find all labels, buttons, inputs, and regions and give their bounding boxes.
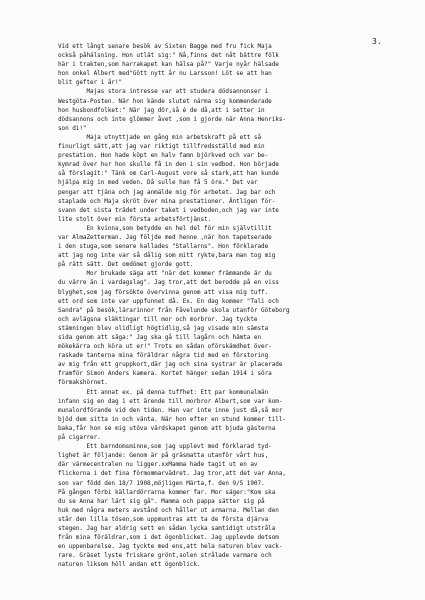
- text-line: naturen liksom höll andan ett ögonblick.: [58, 561, 201, 569]
- text-line: att jag nog inte var så dålig som mitt rykte,bara man tog mig: [58, 252, 276, 260]
- text-line: hjälpa mig in med veden. Då sulle han få 5 öre." Det var: [58, 179, 258, 187]
- text-line: svann det sista trädet under taket i vedboden,och jag var inte: [58, 206, 279, 214]
- text-line: ett ord som inte var uppfunnet då. Ex. En dag kommer "Tali och: [58, 297, 279, 305]
- page-number: 3.: [372, 37, 382, 46]
- text-line: finurligt sätt,att jag var riktigt tillfredsställd med min: [58, 143, 265, 151]
- text-line: på cigarrer.: [58, 434, 101, 442]
- text-line: sida genom att säga:" Jag ska gå till lagårn och hämta en: [58, 334, 262, 341]
- text-line: förmakshörnet.: [58, 379, 108, 387]
- text-line: från mina föräldrar,som i det ögonblicket. Jag upplevde detsom: [58, 534, 279, 542]
- text-line: En kvinna,som betydde en hel del för min självtillit: [58, 224, 272, 232]
- text-line: var AlmaZetterman. Jag följde med henne ,när hon tapetserade: [58, 233, 272, 241]
- text-line: Mor brukade säga att "när det kommer främmande är du: [58, 270, 272, 278]
- text-line: Westgöta-Posten. När hon kände slutet närma sig kommenderade: [58, 97, 272, 105]
- text-line: flickorna i det fina förmommarvädret. Jag tror,att det var Anna,: [58, 470, 286, 478]
- text-line: så förslagit:" Tänk om Carl-August vore så stark,att han kunde: [58, 170, 279, 178]
- text-line: står den lilla tösen,som uppmuntras att ta de första djärva: [58, 515, 269, 523]
- text-line: på rätt sätt. Det omdömet gjorde gott.: [58, 261, 194, 269]
- text-line: och avlägsna släktingar till mor och morbror. Jag tyckte: [58, 315, 258, 323]
- text-line: Majas stora intresse var att studera dödsannonser i: [58, 88, 269, 96]
- text-line: också påhälsning. Hon utlät sig:" Nå,finns det nåt bättre fölk: [58, 52, 279, 60]
- text-line: rare. Gräset lyste friskare grönt,solen strålade varmare och: [58, 552, 272, 560]
- text-line: infann sig en dag i ett ärende till morbror Albert,som var kom-: [58, 397, 283, 405]
- text-line: stegen. Jag har aldrig sett en sådan lycka samtidigt utstråla: [58, 524, 276, 532]
- text-line: Ett barndomsminne,som jag upplevt med förklarad tyd-: [58, 443, 272, 451]
- text-line: Ett annat ex. på denna tuffhet: Ett par kommunalmän: [58, 388, 269, 396]
- typed-text-body: [58, 42, 403, 569]
- text-line: På gången förbi källardörrarna kommer far. Mor säger:"Kom ska: [58, 488, 276, 496]
- text-line: Vid ett långt senare besök av Sixten Bagge med fru fick Maja: [58, 43, 272, 50]
- text-line: i den stuga,som senare kallades "Stallarns". Hon förklarade: [58, 243, 269, 251]
- text-line: framför Simon Anders kamera. Kortet hänger sedan 1914 i söra: [58, 370, 272, 378]
- text-line: här i trakten,som harrakapet kan hälsa på?" Varje nyår hälsade: [58, 61, 279, 69]
- text-line: stämningen blev olidligt högtidlig,så jag visade min sämsta: [58, 324, 269, 332]
- text-line: huk med några meters avstånd och håller ut armarna. Mellan den: [58, 506, 279, 514]
- text-line: blit gefter i år!": [58, 79, 123, 87]
- text-line: lite stolt över min första arbetsförtjänst.: [58, 215, 212, 223]
- text-line: staplade och Maja skröt över mina prestationer. Äntligen för-: [58, 197, 276, 205]
- text-line: där värmecentralen nu ligger.xxMamma hade tagit ut en av: [58, 461, 258, 469]
- text-line: Sandra" på besök,lärarinnor från Fåvelunde skola utanför Göteborg: [58, 306, 290, 314]
- text-line: kymrad över hur hon skulle få in den i sin vedbod. Hon började: [58, 161, 279, 169]
- text-line: mökekärra och köra ut er!" Trots en sådan oförskämdhet över-: [58, 343, 272, 351]
- text-line: son di!": [58, 124, 87, 132]
- text-line: en uppenbarelse. Jag tyckte med ens,att hela naturen blev vack-: [58, 543, 283, 551]
- text-line: lighet är följande: Genom är på gräsmatta utanför vårt hus,: [58, 452, 269, 460]
- text-line: Maja utnyttjade en gång min arbetskraft på ett så: [58, 133, 262, 141]
- text-line: dödsannons och inte glömmer åvet ,som i gjorde när Anna Henriks-: [58, 115, 286, 123]
- text-line: bjöd dem sitta in och vänta. När hon efter en stund kommer till-: [58, 415, 286, 423]
- text-line: blyghet,som jag försökte övervinna genom att visa mig tuff.: [58, 288, 269, 296]
- text-line: baka,får hon se mig utöva värdskapet genom att bjuda gästerna: [58, 424, 276, 432]
- text-line: hon husbondfolket:" När jag dör,så é de då,att i setter in: [58, 106, 265, 114]
- text-line: prestation. Hon hade köpt en halv famn björkved och var be-: [58, 152, 269, 160]
- text-line: munalordförande vid den tiden. Han var inte inne just då,så mor: [58, 406, 283, 414]
- text-line: pengar att tjäna och jag anmälde mig för arbetet. Jag bar och: [58, 188, 276, 196]
- text-line: raskade tanterna mina föräldrar några tid med en förstoring: [58, 352, 269, 360]
- text-line: du värre än i vardagslag". Jag tror,att det berodde på en viss: [58, 279, 279, 287]
- text-line: du se Anna har lärt sig gå". Mamma och pappa sätter sig på: [58, 497, 265, 505]
- text-line: son var född den 18/7 1908,möjligen Märta,f. den 9/5 1907.: [58, 479, 265, 487]
- text-line: av mig från ett gruppkort,där jag och sina systrar är placerade: [58, 361, 283, 369]
- text-line: hon onkel Albert med"Gött nytt år nu Larsson! Löt se att han: [58, 70, 272, 78]
